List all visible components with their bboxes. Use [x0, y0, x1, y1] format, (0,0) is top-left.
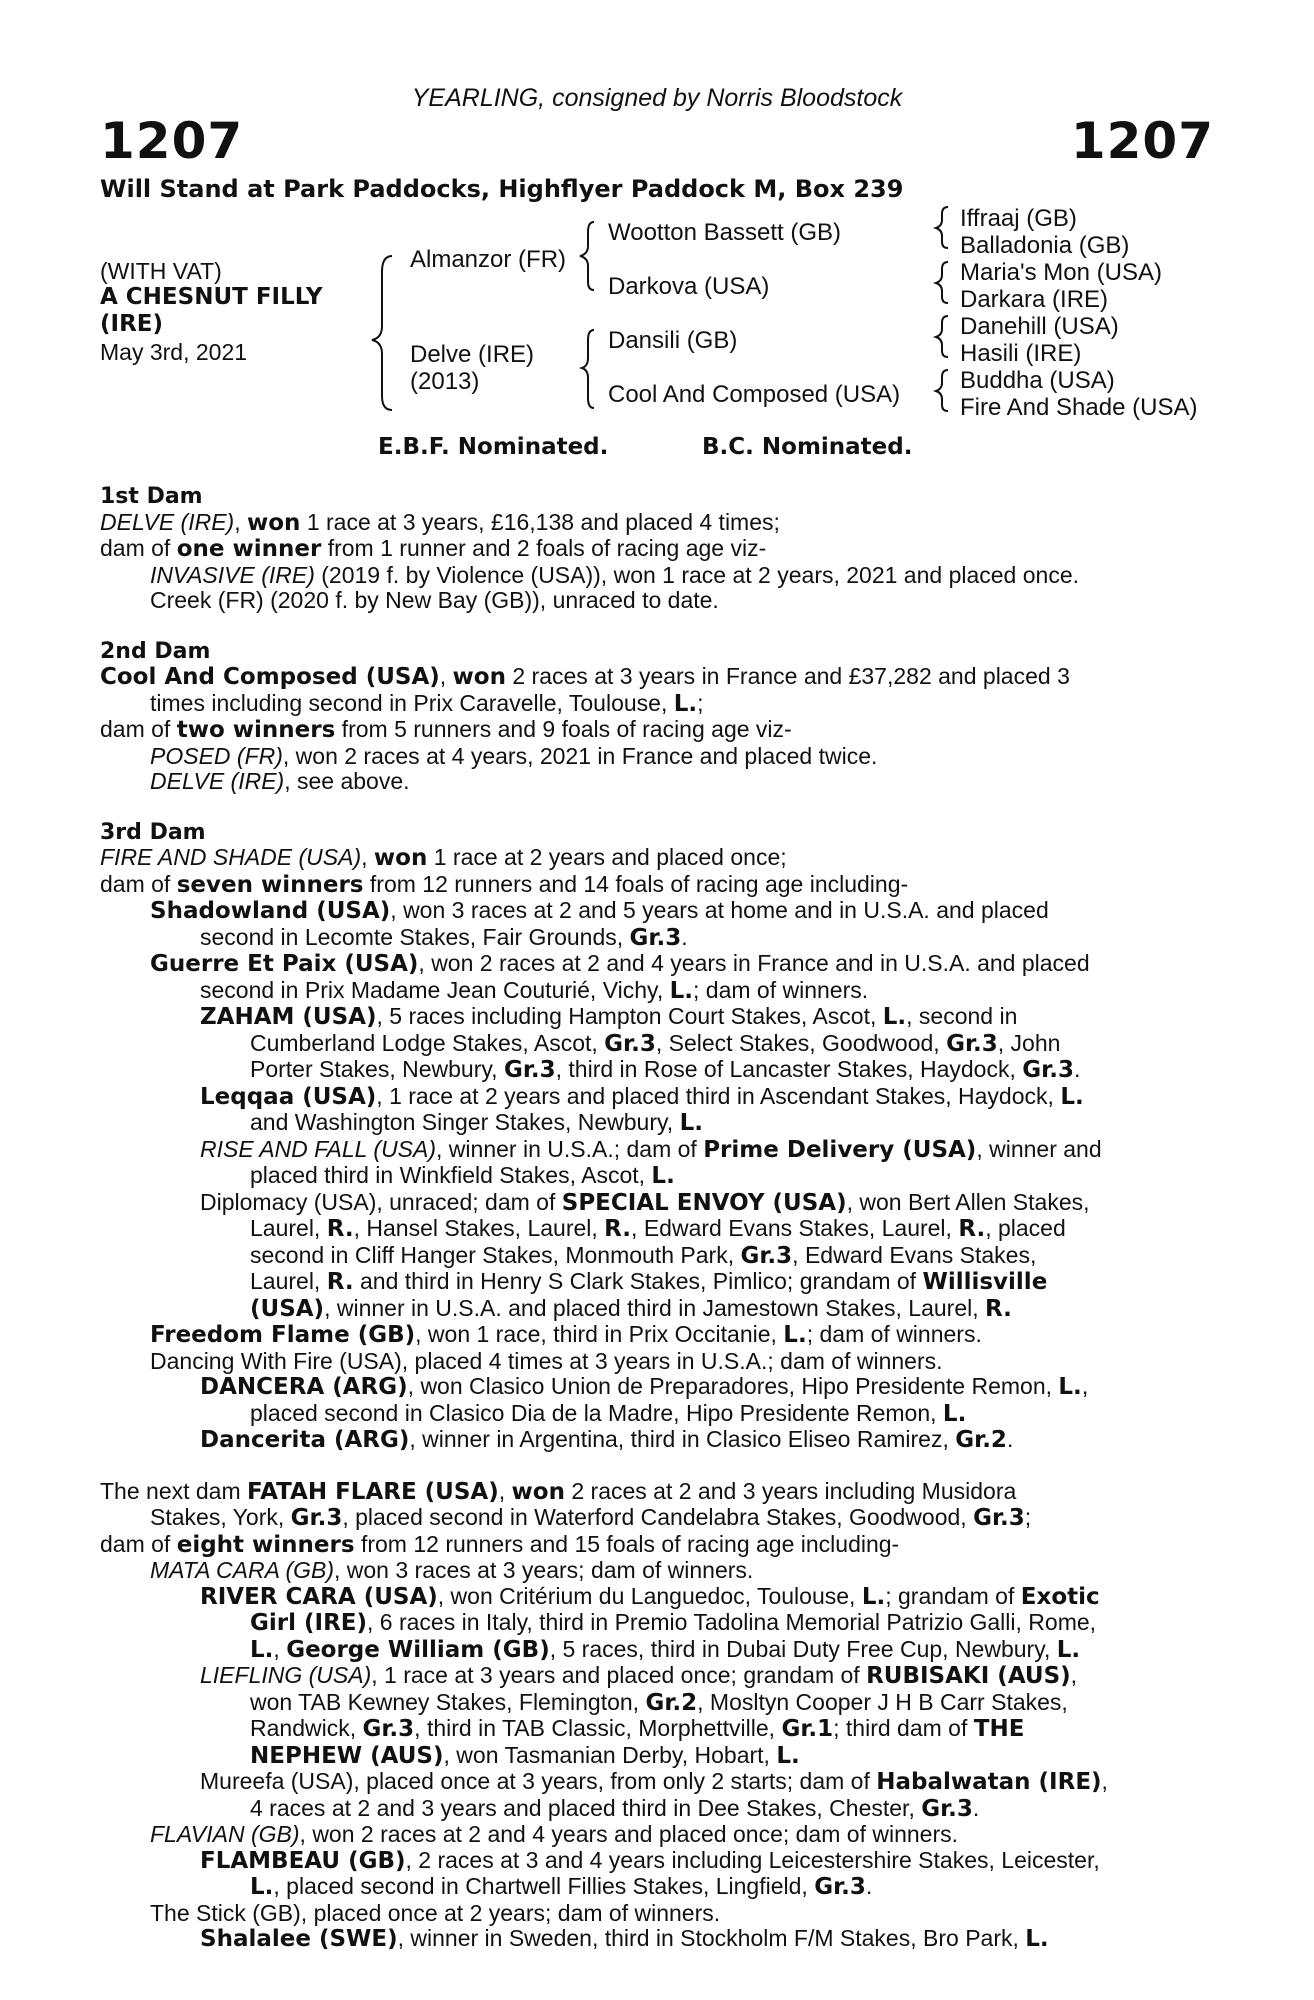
diplomacy-entry	[100, 1190, 1210, 1217]
pedigree-g1: Iffraaj (GB)	[960, 205, 1077, 232]
bold-text: Gr.2	[955, 1427, 1007, 1453]
horse-name-line2: (IRE)	[100, 311, 164, 337]
bold-text: Exotic	[1020, 1583, 1100, 1610]
bold-text: two winners	[176, 717, 336, 743]
text-run: ,	[439, 663, 453, 689]
bold-text: Willisville	[922, 1269, 1048, 1295]
bold-text: L.	[1025, 1926, 1049, 1952]
pedigree-dam: Delve (IRE)	[410, 341, 535, 368]
text-run: placed second in Clasico Dia de la Madre, Hipo Presidente Remon,	[250, 1399, 943, 1426]
pedigree-sire: Almanzor (FR)	[410, 246, 567, 273]
bold-text: THE	[973, 1716, 1025, 1742]
text-run: , 5 races including Hampton Court Stakes, Ascot,	[376, 1003, 883, 1029]
bold-text: Habalwatan (IRE)	[876, 1769, 1102, 1795]
bold-text: L.	[250, 1636, 274, 1663]
pedigree-dam-sire: Dansili (GB)	[608, 327, 738, 354]
next-dam-line	[100, 1479, 1210, 1506]
second-dam-line	[100, 664, 1210, 691]
bold-text: L.	[942, 1400, 967, 1427]
text-run: ,	[498, 1477, 512, 1504]
text-run: , 1 race at 3 years and placed once; grandam of	[371, 1662, 867, 1688]
italic-text: DELVE (IRE)	[100, 508, 235, 535]
text-run: , 5 races, third in Dubai Duty Free Cup, Newbury,	[549, 1635, 1057, 1662]
text-run: , 2 races at 3 and 4 years including Leicestershire Stakes, Leicester,	[405, 1846, 1100, 1873]
bold-text: one winner	[176, 536, 322, 562]
pedigree-sire-dam: Darkova (USA)	[608, 273, 770, 300]
bold-text: Gr.3	[503, 1057, 556, 1083]
bold-text: won	[452, 664, 506, 690]
liefling-entry-cont-3	[100, 1743, 1210, 1770]
text-run: , won 2 races at 4 years, 2021 in France and placed twice.	[282, 742, 878, 769]
text-run: (2019 f. by Violence (USA)), won 1 race at 2 years, 2021 and placed once.	[314, 561, 1080, 588]
text-run: 2 races at 3 years in France and £37,282 and placed 3	[505, 663, 1070, 689]
ebf-nomination: E.B.F. Nominated.	[378, 434, 609, 460]
pedigree-notes	[100, 484, 1210, 1953]
the-stick-entry: The Stick (GB), placed once at 2 years; dam of winners.	[150, 1899, 721, 1926]
bold-text: L.	[776, 1742, 800, 1769]
text-run: Randwick,	[250, 1715, 363, 1741]
bold-text: L.	[861, 1583, 886, 1610]
bold-text: NEPHEW (AUS)	[250, 1742, 444, 1769]
text-run: , won 3 races at 3 years; dam of winners.	[334, 1557, 754, 1583]
text-run: , won 3 races at 2 and 5 years at home and in U.S.A. and placed	[390, 897, 1049, 923]
leqqaa-entry-cont	[100, 1110, 1210, 1137]
dancing-with-fire-entry: Dancing With Fire (USA), placed 4 times at 3 years in U.S.A.; dam of winners.	[150, 1347, 943, 1374]
bold-text: Gr.1	[781, 1716, 834, 1742]
pedigree-g7: Buddha (USA)	[960, 367, 1115, 394]
text-run: from 5 runners and 9 foals of racing age viz-	[335, 716, 792, 742]
bold-text: Shalalee (SWE)	[200, 1926, 398, 1952]
zaham-entry-cont-2	[100, 1057, 1210, 1084]
river-cara-entry-cont-2	[100, 1637, 1210, 1664]
third-dam-heading: 3rd Dam	[100, 819, 206, 845]
flambeau-entry	[100, 1848, 1210, 1875]
text-run: placed third in Winkfield Stakes, Ascot,	[250, 1162, 652, 1188]
bold-text: Guerre Et Paix (USA)	[150, 951, 419, 977]
dancerita-entry	[100, 1427, 1210, 1454]
bold-text: won	[511, 1478, 565, 1505]
text-run: ;	[697, 689, 704, 716]
rise-entry	[100, 1137, 1210, 1164]
text-run: , placed second in Chartwell Fillies Stakes, Lingfield,	[273, 1873, 815, 1899]
bold-text: Gr.2	[645, 1689, 698, 1716]
foaling-date: May 3rd, 2021	[100, 339, 248, 365]
brace-main	[372, 256, 392, 410]
bold-text: Gr.3	[629, 924, 682, 951]
text-run: Diplomacy (USA), unraced; dam of	[200, 1188, 562, 1215]
liefling-entry-cont-2	[100, 1716, 1210, 1743]
text-run: second in Cliff Hanger Stakes, Monmouth Park,	[250, 1241, 741, 1268]
second-dam-heading: 2nd Dam	[100, 638, 211, 664]
shadowland-entry-cont	[100, 925, 1210, 952]
first-dam-line	[100, 510, 1210, 537]
italic-text: RISE AND FALL (USA)	[200, 1135, 437, 1162]
dancera-entry-cont	[100, 1401, 1210, 1428]
pedigree-dam-dam: Cool And Composed (USA)	[608, 381, 901, 408]
consignment-line: YEARLING, consigned by Norris Bloodstock	[411, 84, 903, 112]
text-run: Stakes, York,	[150, 1504, 291, 1530]
text-run: times including second in Prix Caravelle, Toulouse,	[150, 689, 674, 716]
text-run: dam of	[100, 716, 177, 742]
pedigree-g3: Maria's Mon (USA)	[960, 259, 1162, 286]
bold-text: (USA)	[250, 1295, 325, 1322]
second-dam-line-cont	[100, 691, 1210, 718]
bold-text: won	[247, 509, 301, 536]
text-run: ; dam of winners.	[806, 1321, 982, 1347]
rise-entry-cont	[100, 1163, 1210, 1190]
text-run: , Hansel Stakes, Laurel,	[353, 1215, 605, 1241]
italic-text: DELVE (IRE)	[150, 768, 285, 794]
text-run: , winner in U.S.A. and placed third in Jamestown Stakes, Laurel,	[324, 1294, 986, 1321]
diplomacy-entry-cont-4	[100, 1296, 1210, 1323]
pedigree-g5: Danehill (USA)	[960, 313, 1119, 340]
bold-text: SPECIAL ENVOY (USA)	[561, 1189, 847, 1216]
text-run: ;	[1024, 1504, 1032, 1530]
second-dam-produce-1	[100, 744, 1210, 770]
bold-text: Gr.3	[814, 1874, 866, 1900]
first-dam-produce-2: Creek (FR) (2020 f. by New Bay (GB)), unraced to date.	[150, 587, 719, 613]
bold-text: L.	[669, 977, 694, 1004]
zaham-entry	[100, 1004, 1210, 1031]
stand-location: Will Stand at Park Paddocks, Highflyer Paddock M, Box 239	[100, 175, 904, 203]
text-run: , winner and	[976, 1135, 1102, 1162]
mureefa-entry	[100, 1769, 1210, 1796]
diplomacy-entry-cont-1	[100, 1216, 1210, 1243]
text-run: from 12 runners and 15 foals of racing age including-	[354, 1530, 900, 1557]
bold-text: seven winners	[176, 871, 364, 898]
pedigree-g2: Balladonia (GB)	[960, 232, 1130, 259]
lot-number-right: 1207	[1070, 112, 1214, 170]
italic-text: LIEFLING (USA)	[200, 1662, 372, 1688]
text-run: .	[972, 1794, 980, 1821]
text-run: , placed second in Waterford Candelabra Stakes, Goodwood,	[342, 1504, 974, 1530]
diplomacy-entry-cont-3	[100, 1269, 1210, 1296]
bold-text: L.	[250, 1874, 274, 1900]
bold-text: DANCERA (ARG)	[200, 1374, 408, 1400]
first-dam-produce-1	[100, 563, 1210, 589]
text-run: .	[681, 923, 688, 950]
bold-text: L.	[651, 1163, 675, 1189]
text-run: The next dam	[100, 1477, 248, 1504]
text-run: .	[865, 1873, 873, 1899]
brace-sire	[580, 222, 594, 290]
text-run: ; grandam of	[885, 1582, 1021, 1609]
liefling-entry	[100, 1663, 1210, 1690]
text-run: , won 2 races at 2 and 4 years in France and in U.S.A. and placed	[418, 950, 1090, 976]
bold-text: L.	[679, 1110, 703, 1136]
text-run: ,	[1081, 1373, 1089, 1399]
third-dam-line	[100, 845, 1210, 872]
text-run: ; dam of winners.	[693, 976, 869, 1003]
text-run: , third in Rose of Lancaster Stakes, Haydock,	[555, 1056, 1023, 1082]
lot-number-left: 1207	[100, 112, 244, 170]
bold-text: won	[373, 845, 428, 871]
text-run: .	[1073, 1056, 1081, 1082]
first-dam-produce-summary	[100, 536, 1210, 563]
text-run: and third in Henry S Clark Stakes, Pimlico; grandam of	[353, 1268, 923, 1294]
bold-text: eight winners	[176, 1531, 355, 1558]
text-run: Laurel,	[250, 1215, 327, 1241]
text-run: , see above.	[284, 768, 410, 794]
text-run: Laurel,	[250, 1268, 327, 1294]
mata-cara-entry	[100, 1558, 1210, 1584]
text-run: , Mosltyn Cooper J H B Carr Stakes,	[697, 1688, 1068, 1715]
brace-g4	[936, 370, 948, 411]
bold-text: Gr.3	[362, 1716, 415, 1742]
text-run: ,	[1070, 1662, 1078, 1688]
bold-text: Gr.3	[973, 1505, 1025, 1531]
bold-text: R.	[958, 1216, 986, 1242]
bold-text: FATAH FLARE (USA)	[247, 1478, 499, 1505]
river-cara-entry-cont-1	[100, 1610, 1210, 1637]
flambeau-entry-cont	[100, 1874, 1210, 1901]
bold-text: L.	[1058, 1374, 1082, 1400]
text-run: ,	[273, 1635, 287, 1662]
bold-text: R.	[985, 1295, 1012, 1322]
bold-text: R.	[604, 1216, 632, 1242]
text-run: Mureefa (USA), placed once at 3 years, from only 2 starts; dam of	[200, 1768, 877, 1794]
next-dam-produce-summary	[100, 1532, 1210, 1559]
pedigree-dam-year: (2013)	[410, 368, 480, 395]
text-run: , third in TAB Classic, Morphettville,	[414, 1715, 782, 1741]
liefling-entry-cont-1	[100, 1690, 1210, 1717]
brace-dam	[582, 330, 594, 408]
bold-text: L.	[1060, 1083, 1084, 1110]
text-run: ,	[234, 508, 247, 535]
text-run: , winner in Sweden, third in Stockholm F/M Stakes, Bro Park,	[397, 1925, 1026, 1951]
italic-text: FIRE AND SHADE (USA)	[100, 844, 362, 870]
zaham-entry-cont-1	[100, 1031, 1210, 1058]
vat-note: (WITH VAT)	[100, 258, 222, 284]
first-dam-heading: 1st Dam	[100, 484, 203, 509]
text-run: , winner in U.S.A.; dam of	[436, 1135, 704, 1162]
text-run: from 12 runners and 14 foals of racing age including-	[363, 870, 909, 897]
text-run: , Edward Evans Stakes,	[792, 1241, 1037, 1268]
brace-g2	[936, 262, 948, 303]
text-run: ,	[361, 844, 374, 870]
text-run: , won Tasmanian Derby, Hobart,	[443, 1741, 777, 1768]
italic-text: MATA CARA (GB)	[150, 1557, 334, 1583]
text-run: , won Critérium du Languedoc, Toulouse,	[437, 1582, 862, 1609]
bold-text: Cool And Composed (USA)	[100, 664, 440, 690]
text-run: , 1 race at 2 years and placed third in Ascendant Stakes, Haydock,	[376, 1082, 1061, 1109]
text-run: Porter Stakes, Newbury,	[250, 1056, 504, 1082]
bold-text: ZAHAM (USA)	[200, 1004, 377, 1030]
diplomacy-entry-cont-2	[100, 1243, 1210, 1270]
text-run: , Select Stakes, Goodwood,	[655, 1029, 947, 1056]
guerre-entry-cont	[100, 978, 1210, 1005]
text-run: second in Prix Madame Jean Couturié, Vichy,	[200, 976, 670, 1003]
pedigree-g6: Hasili (IRE)	[960, 340, 1082, 367]
brace-g3	[936, 316, 948, 357]
bold-text: L.	[783, 1322, 807, 1348]
bold-text: Leqqaa (USA)	[200, 1083, 377, 1110]
bold-text: RIVER CARA (USA)	[200, 1583, 438, 1610]
pedigree-sire-sire: Wootton Bassett (GB)	[608, 219, 841, 246]
text-run: won TAB Kewney Stakes, Flemington,	[250, 1688, 646, 1715]
text-run: , Edward Evans Stakes, Laurel,	[631, 1215, 959, 1241]
bold-text: George William (GB)	[286, 1636, 550, 1663]
next-dam-line-cont	[100, 1505, 1210, 1532]
text-run: from 1 runner and 2 foals of racing age viz-	[321, 535, 767, 561]
bold-text: R.	[326, 1216, 354, 1242]
third-dam-produce-summary	[100, 872, 1210, 899]
bold-text: L.	[882, 1004, 907, 1030]
text-run: .	[1006, 1426, 1014, 1452]
text-run: , won 1 race, third in Prix Occitanie,	[415, 1321, 784, 1347]
text-run: second in Lecomte Stakes, Fair Grounds,	[200, 923, 630, 950]
text-run: dam of	[100, 870, 177, 897]
bold-text: Gr.3	[1022, 1057, 1074, 1083]
bold-text: R.	[326, 1269, 354, 1295]
text-run: , John	[997, 1029, 1061, 1056]
text-run: , 6 races in Italy, third in Premio Tadolina Memorial Patrizio Galli, Rome,	[367, 1609, 1097, 1635]
river-cara-entry	[100, 1584, 1210, 1611]
mureefa-entry-cont	[100, 1796, 1210, 1823]
shadowland-entry	[100, 898, 1210, 925]
text-run: 1 race at 2 years and placed once;	[427, 844, 787, 870]
bold-text: Freedom Flame (GB)	[150, 1322, 416, 1348]
italic-text: FLAVIAN (GB)	[150, 1821, 300, 1847]
freedom-flame-entry	[100, 1322, 1210, 1349]
text-run: 2 races at 2 and 3 years including Musidora	[564, 1477, 1017, 1504]
bold-text: L.	[673, 690, 698, 717]
bold-text: Shadowland (USA)	[150, 898, 391, 924]
dancera-entry	[100, 1374, 1210, 1401]
bold-text: Gr.3	[740, 1242, 793, 1269]
pedigree-g4: Darkara (IRE)	[960, 286, 1109, 313]
bold-text: Gr.3	[946, 1030, 998, 1057]
horse-name-line1: A CHESNUT FILLY	[100, 284, 323, 310]
text-run: , won 2 races at 2 and 4 years and placed once; dam of winners.	[299, 1821, 958, 1847]
text-run: 1 race at 3 years, £16,138 and placed 4 times;	[300, 508, 780, 535]
text-run: , placed	[985, 1215, 1066, 1241]
bold-text: Prime Delivery (USA)	[703, 1136, 977, 1163]
text-run: , winner in Argentina, third in Clasico Eliseo Ramirez,	[409, 1426, 956, 1452]
text-run: ; third dam of	[833, 1715, 974, 1741]
text-run: , won Clasico Union de Preparadores, Hipo Presidente Remon,	[407, 1373, 1059, 1399]
guerre-entry	[100, 951, 1210, 978]
pedigree-g8: Fire And Shade (USA)	[960, 394, 1198, 421]
text-run: , won Bert Allen Stakes,	[846, 1188, 1090, 1215]
text-run: Cumberland Lodge Stakes, Ascot,	[250, 1029, 605, 1056]
bold-text: RUBISAKI (AUS)	[866, 1663, 1071, 1689]
second-dam-produce-2	[100, 769, 1210, 795]
text-run: dam of	[100, 1530, 177, 1557]
bold-text: Girl (IRE)	[250, 1610, 367, 1636]
italic-text: POSED (FR)	[150, 742, 283, 769]
italic-text: INVASIVE (IRE)	[150, 561, 315, 588]
bold-text: Gr.3	[604, 1030, 656, 1057]
text-run: dam of	[100, 535, 177, 561]
text-run: and Washington Singer Stakes, Newbury,	[250, 1109, 680, 1135]
bold-text: Gr.3	[921, 1795, 973, 1822]
text-run: , second in	[906, 1003, 1018, 1029]
text-run: 4 races at 2 and 3 years and placed third in Dee Stakes, Chester,	[250, 1794, 922, 1821]
bold-text: Dancerita (ARG)	[200, 1427, 410, 1453]
text-run: ,	[1101, 1768, 1108, 1794]
bc-nomination: B.C. Nominated.	[702, 434, 913, 460]
bold-text: FLAMBEAU (GB)	[200, 1847, 406, 1874]
bold-text: L.	[1056, 1636, 1081, 1663]
bold-text: Gr.3	[290, 1505, 343, 1531]
leqqaa-entry	[100, 1084, 1210, 1111]
shalalee-entry	[100, 1926, 1210, 1953]
second-dam-produce-summary	[100, 717, 1210, 744]
flavian-entry	[100, 1822, 1210, 1848]
brace-g1	[936, 207, 948, 248]
